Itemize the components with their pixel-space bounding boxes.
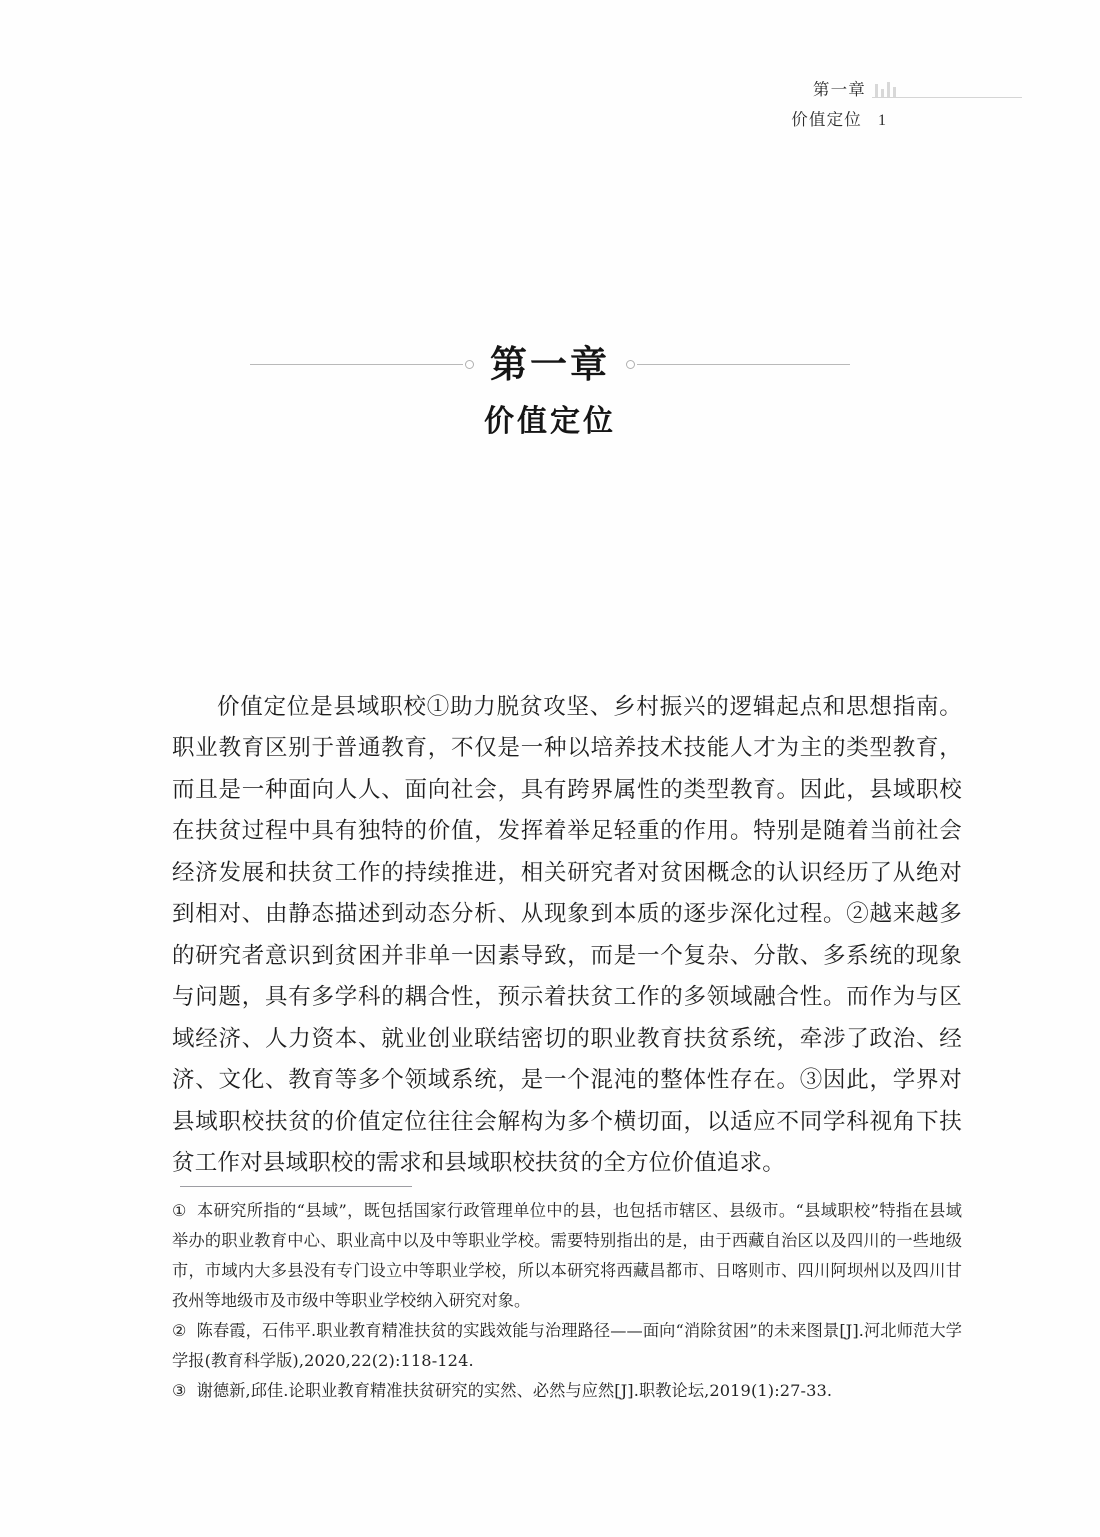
footnote-list xyxy=(172,1196,962,1406)
body-paragraph: 价值定位是县域职校①助力脱贫攻坚、乡村振兴的逻辑起点和思想指南。职业教育区别于普通教育，不仅是一种以培养技术技能人才为主的类型教育，而且是一种面向人人、面向社会，具有跨界属性的类型教育。因此，县域职校在扶贫过程中具有独特的价值，发挥着举足轻重的作用。特别是随着当前社会经济发展和扶贫工作的持续推进，相关研究者对贫困概念的认识经历了从绝对到相对、由静态描述到动态分析、从现象到本质的逐步深化过程。②越来越多的研究者意识到贫困并非单一因素导致，而是一个复杂、分散、多系统的现象与问题，具有多学科的耦合性，预示着扶贫工作的多领域融合性。而作为与区域经济、人力资本、就业创业联结密切的职业教育扶贫系统，牵涉了政治、经济、文化、教育等多个领域系统，是一个混沌的整体性存在。③因此，学界对县域职校扶贫的价值定位往往会解构为多个横切面，以适应不同学科视角下扶贫工作对县域职校的需求和县域职校扶贫的全方位价值追求。 xyxy=(172,693,962,1176)
footnote-item xyxy=(172,1196,962,1316)
chapter-number-row xyxy=(250,340,850,388)
footnote-item xyxy=(172,1376,962,1406)
chapter-number: 第一章 xyxy=(490,342,610,386)
footnote-text: 谢德新,邱佳.论职业教育精准扶贫研究的实然、必然与应然[J].职教论坛,2019(1):27-33. xyxy=(196,1381,833,1400)
footnote-marker: ② xyxy=(172,1321,187,1340)
footnote-separator-rule xyxy=(180,1186,412,1187)
decoration-bar xyxy=(887,82,890,97)
running-head-top-row xyxy=(602,74,1022,100)
ornament-line xyxy=(637,364,850,365)
chapter-ornament-left xyxy=(250,360,474,369)
circle-ornament-icon xyxy=(626,360,635,369)
chapter-ornament-right xyxy=(626,360,850,369)
chapter-title: 价值定位 xyxy=(484,404,616,439)
chapter-heading xyxy=(0,340,1100,440)
footnote-text: 本研究所指的“县域”，既包括国家行政管理单位中的县，也包括市辖区、县级市。“县域职校”特指在县域举办的职业教育中心、职业高中以及中等职业学校。需要特别指出的是，由于西藏自治区以及四川的一些地级市，市域内大多县没有专门设立中等职业学校，所以本研究将西藏昌都市、日喀则市、四川阿坝州以及四川甘孜州等地级市及市级中等职业学校纳入研究对象。 xyxy=(172,1201,962,1310)
decoration-bar xyxy=(875,84,878,97)
decoration-bar xyxy=(881,89,884,97)
page-number: 1 xyxy=(878,112,886,129)
footnote-text: 陈春霞，石伟平.职业教育精准扶贫的实践效能与治理路径——面向“消除贫困”的未来图景[J].河北师范大学学报(教育科学版),2020,22(2):118-124. xyxy=(172,1321,962,1370)
running-head-section-label: 价值定位 xyxy=(791,110,862,129)
running-head-chapter-label: 第一章 xyxy=(812,80,866,99)
ornament-line xyxy=(250,364,463,365)
decoration-bar xyxy=(893,87,896,97)
footnote-marker: ③ xyxy=(172,1381,187,1400)
body-content xyxy=(172,664,962,1207)
footnote-marker: ① xyxy=(172,1201,187,1220)
decoration-baseline xyxy=(872,97,1022,98)
footnote-item xyxy=(172,1316,962,1376)
decoration-bars xyxy=(875,81,896,97)
running-head xyxy=(602,74,1022,128)
circle-ornament-icon xyxy=(465,360,474,369)
running-head-bottom-row xyxy=(602,106,1022,130)
bar-chart-decoration-icon xyxy=(872,78,1022,100)
